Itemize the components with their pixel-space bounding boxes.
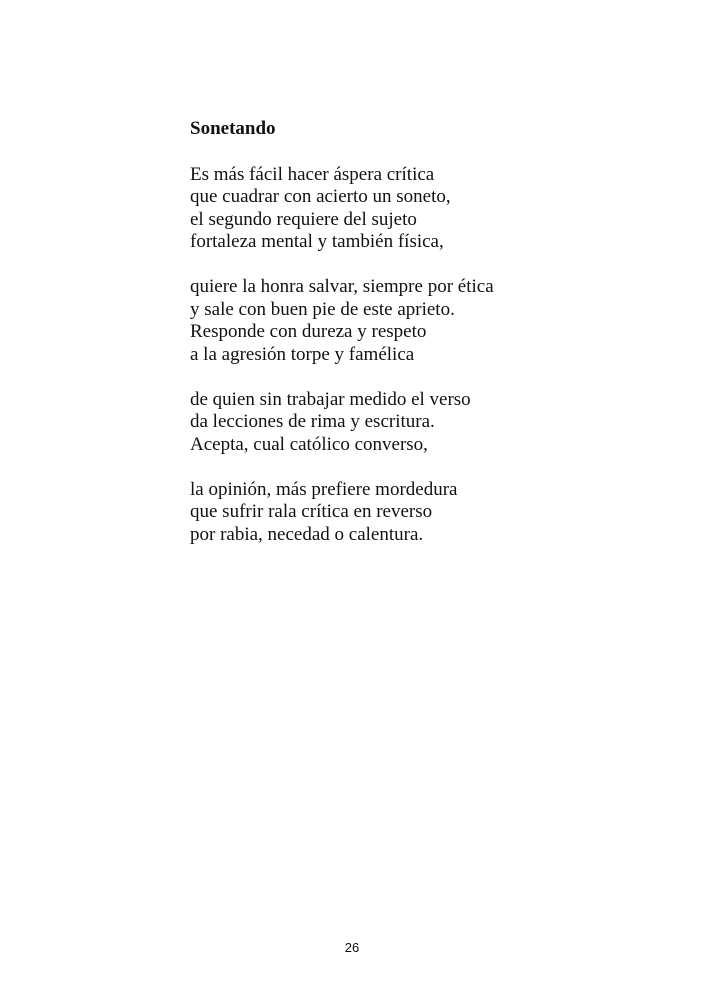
poem-title: Sonetando [190, 118, 276, 139]
stanza-1 [190, 164, 650, 254]
verse-line: de quien sin trabajar medido el verso [190, 388, 471, 410]
verse-line: y sale con buen pie de este aprieto. [190, 298, 455, 320]
page-number: 26 [344, 940, 360, 955]
verse-line: la opinión, más prefiere mordedura [190, 478, 458, 500]
verse-line: por rabia, necedad o calentura. [190, 523, 424, 545]
verse-line: que sufrir rala crítica en reverso [190, 501, 433, 522]
verse-line: el segundo requiere del sujeto [190, 208, 417, 230]
verse-line: Acepta, cual católico converso, [190, 433, 428, 455]
verse-line: Es más fácil hacer áspera crítica [190, 163, 435, 185]
verse-line: da lecciones de rima y escritura. [190, 411, 435, 432]
stanza-2 [190, 276, 650, 366]
verse-line: fortaleza mental y también física, [190, 231, 444, 252]
verse-line: quiere la honra salvar, siempre por ética [190, 276, 494, 297]
verse-line: que cuadrar con acierto un soneto, [190, 186, 451, 207]
stanza-4 [190, 479, 650, 547]
verse-line: a la agresión torpe y famélica [190, 343, 415, 365]
poem [190, 118, 650, 569]
verse-line: Responde con dureza y respeto [190, 321, 427, 342]
stanza-3 [190, 389, 650, 457]
